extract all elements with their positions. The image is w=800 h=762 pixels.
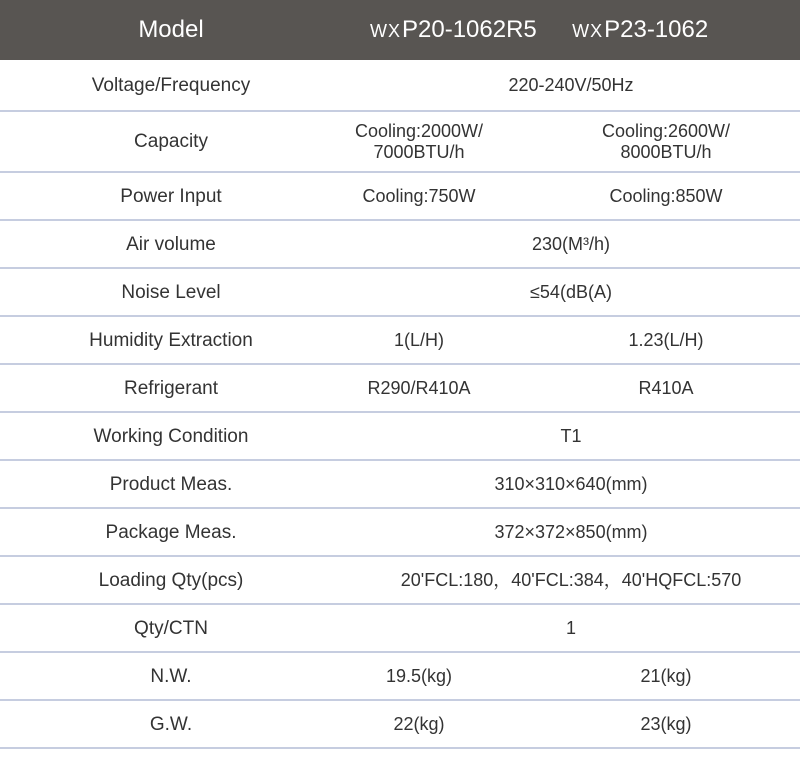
spec-body	[0, 60, 800, 748]
spec-row	[0, 460, 800, 508]
model-1-prefix: WX	[370, 21, 401, 41]
spec-row	[0, 412, 800, 460]
model-label: Model	[0, 0, 342, 60]
spec-value-model-1: 19.5(kg)	[342, 652, 532, 700]
spec-label: Noise Level	[0, 268, 342, 316]
spec-row	[0, 172, 800, 220]
spec-value-shared: 20'FCL:180，40'FCL:384，40'HQFCL:570	[342, 556, 800, 604]
spec-label: Refrigerant	[0, 364, 342, 412]
spec-row	[0, 508, 800, 556]
spec-value-model-2: 1.23(L/H)	[532, 316, 800, 364]
spec-label: Working Condition	[0, 412, 342, 460]
spec-value-shared: 372×372×850(mm)	[342, 508, 800, 556]
spec-value-shared: 310×310×640(mm)	[342, 460, 800, 508]
spec-value-shared: 220-240V/50Hz	[342, 60, 800, 111]
spec-row	[0, 364, 800, 412]
model-names	[342, 0, 800, 60]
spec-row	[0, 268, 800, 316]
spec-value-shared: 1	[342, 604, 800, 652]
spec-label: N.W.	[0, 652, 342, 700]
spec-row	[0, 652, 800, 700]
spec-label: Package Meas.	[0, 508, 342, 556]
spec-row	[0, 556, 800, 604]
spec-label: Power Input	[0, 172, 342, 220]
spec-row	[0, 316, 800, 364]
spec-value-model-1: Cooling:750W	[342, 172, 532, 220]
spec-value-model-1: 1(L/H)	[342, 316, 532, 364]
spec-value-model-2: R410A	[532, 364, 800, 412]
spec-label: Humidity Extraction	[0, 316, 342, 364]
spec-value-model-2: Cooling:850W	[532, 172, 800, 220]
spec-label: G.W.	[0, 700, 342, 748]
spec-value-model-2: 21(kg)	[532, 652, 800, 700]
spec-value-shared: 230(M³/h)	[342, 220, 800, 268]
spec-value-model-2: 23(kg)	[532, 700, 800, 748]
model-2-prefix: WX	[572, 21, 604, 41]
spec-value-shared: ≤54(dB(A)	[342, 268, 800, 316]
spec-row	[0, 60, 800, 111]
spec-value-model-1: 22(kg)	[342, 700, 532, 748]
spec-row	[0, 700, 800, 748]
header-row	[0, 0, 800, 60]
spec-label: Loading Qty(pcs)	[0, 556, 342, 604]
model-2-name: P23-1062	[604, 16, 709, 43]
spec-value-shared: T1	[342, 412, 800, 460]
spec-label: Capacity	[0, 111, 342, 172]
model-1-name: P20-1062R5	[402, 16, 537, 43]
spec-row	[0, 604, 800, 652]
spec-value-model-1: R290/R410A	[342, 364, 532, 412]
spec-row	[0, 111, 800, 172]
spec-value-model-2: Cooling:2600W/ 8000BTU/h	[532, 111, 800, 172]
spec-label: Air volume	[0, 220, 342, 268]
spec-value-model-1: Cooling:2000W/ 7000BTU/h	[342, 111, 532, 172]
spec-label: Product Meas.	[0, 460, 342, 508]
spec-label: Qty/CTN	[0, 604, 342, 652]
spec-row	[0, 220, 800, 268]
spec-label: Voltage/Frequency	[0, 60, 342, 111]
